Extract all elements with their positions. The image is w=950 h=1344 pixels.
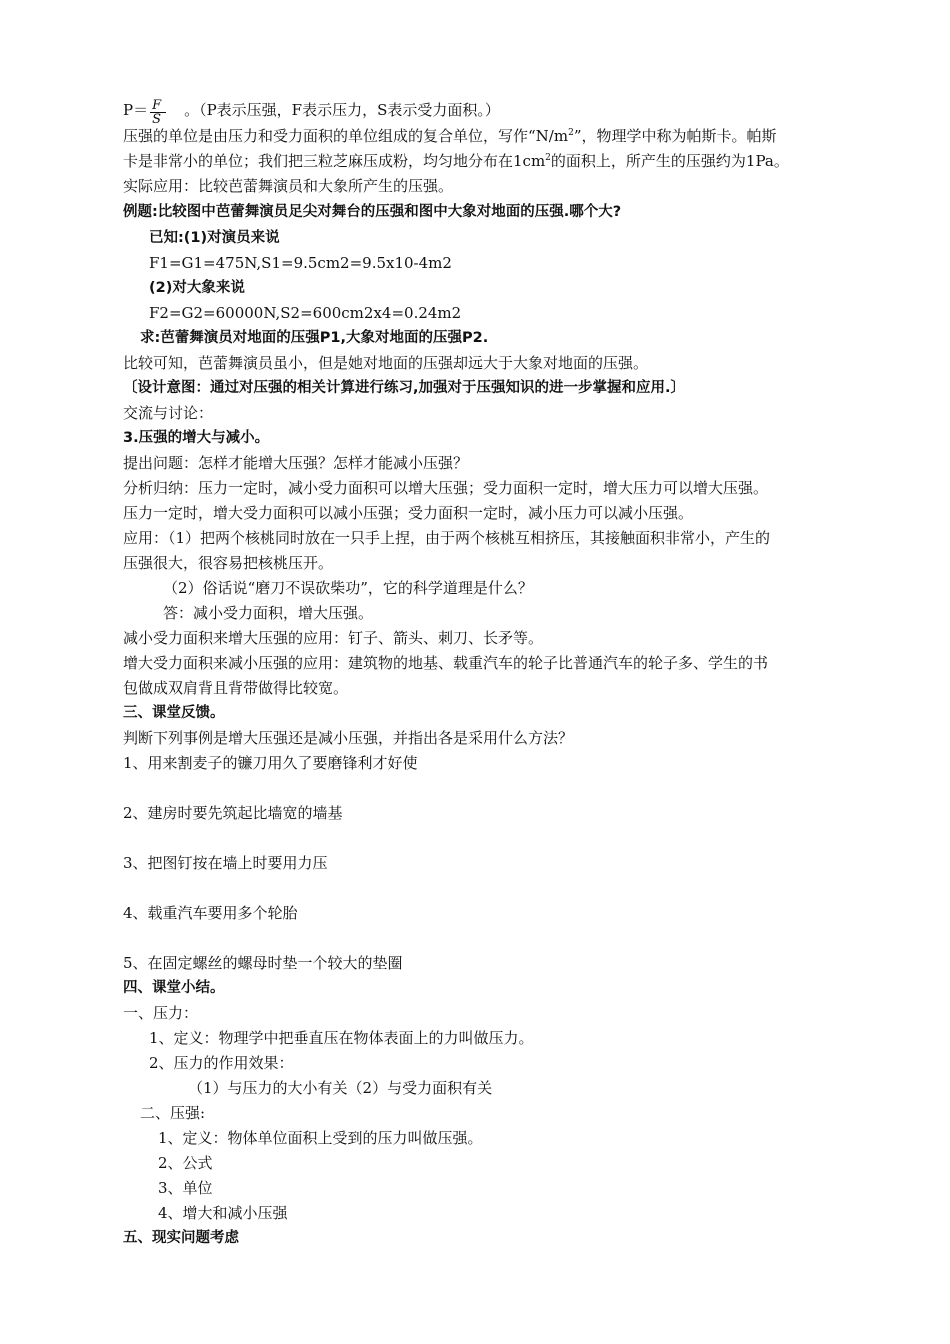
summary-pressure-definition: 1、定义：物体单位面积上受到的压力叫做压强。 [158,1129,483,1147]
summary-pressure: 二、压强: [140,1104,206,1122]
formula-legend: 。（P表示压强，F表示压力，S表示受力面积。） [184,101,500,119]
discussion-label: 交流与讨论： [123,404,214,422]
section-3-heading: 3.压强的增大与减小。 [123,430,270,446]
known-dancer: 已知:(1)对演员来说 [149,230,280,246]
formula-fraction [148,98,170,127]
unit-text-2a: 卡是非常小的单位；我们把三粒芝麻压成粉，均匀地分布在1cm [123,152,546,170]
classroom-feedback-heading: 三、课堂反馈。 [123,705,225,721]
feedback-item-5: 5、在固定螺丝的螺母时垫一个较大的垫圈 [123,954,403,972]
analysis-line-2: 压力一定时，增大受力面积可以减小压强；受力面积一定时，减小压力可以减小压强。 [123,504,694,522]
summary-pressure-force: 一、压力： [123,1004,199,1022]
unit-paragraph-line-1 [123,126,776,146]
formula-denominator: S [152,112,161,127]
section-5-heading: 五、现实问题考虑 [123,1230,239,1246]
feedback-item-2: 2、建房时要先筑起比墙宽的墙基 [123,804,343,822]
comparison-conclusion: 比较可知，芭蕾舞演员虽小，但是她对地面的压强却远大于大象对地面的压强。 [123,354,649,372]
judge-instruction: 判断下列事例是增大压强还是减小压强，并指出各是采用什么方法？ [123,729,574,747]
summary-force-definition: 1、定义：物理学中把垂直压在物体表面上的力叫做压力。 [149,1029,534,1047]
feedback-item-3: 3、把图钉按在墙上时要用力压 [123,854,328,872]
formula-p-eq: P＝ [123,101,149,119]
application-1-line-1: 应用：（1）把两个核桃同时放在一只手上捏，由于两个核桃互相挤压，其接触面积非常小，产生的 [123,529,771,547]
unit-text-1a: 压强的单位是由压力和受力面积的单位组成的复合单位，写作“N/m [123,127,569,145]
find-statement: 求:芭蕾舞演员对地面的压强P1,大象对地面的压强P2. [140,330,489,346]
summary-force-effect: 2、压力的作用效果： [149,1054,294,1072]
unit-sup-2: 2 [545,153,551,163]
summary-heading: 四、课堂小结。 [123,980,225,996]
question-line: 提出问题：怎样才能增大压强？怎样才能减小压强？ [123,454,469,472]
elephant-values: F2=G2=60000N,S2=600cm2x4=0.24m2 [149,304,462,322]
unit-text-1b: ”，物理学中称为帕斯卡。帕斯 [573,127,777,145]
unit-sup-1: 2 [568,128,574,138]
example-heading: 例题:比较图中芭蕾舞演员足尖对舞台的压强和图中大象对地面的压强.哪个大? [123,204,622,220]
feedback-item-1: 1、用来割麦子的镰刀用久了要磨锋利才好使 [123,754,418,772]
reduce-area-application: 减小受力面积来增大压强的应用：钉子、箭头、刺刀、长矛等。 [123,629,544,647]
summary-force-effect-factors: （1）与压力的大小有关（2）与受力面积有关 [188,1079,493,1097]
dancer-values: F1=G1=475N,S1=9.5cm2=9.5x10-4m2 [149,254,452,272]
known-elephant: (2)对大象来说 [149,280,245,296]
design-intent: 〔设计意图：通过对压强的相关计算进行练习,加强对于压强知识的进一步掌握和应用.〕 [123,380,686,396]
summary-pressure-formula: 2、公式 [158,1154,213,1172]
analysis-line-1: 分析归纳：压力一定时，减小受力面积可以增大压强；受力面积一定时，增大压力可以增大压强。 [123,479,769,497]
application-2-answer: 答：减小受力面积，增大压强。 [163,604,374,622]
application-1-line-2: 压强很大，很容易把核桃压开。 [123,554,334,572]
summary-pressure-change: 4、增大和减小压强 [158,1204,288,1222]
application-2: （2）俗话说“磨刀不误砍柴功”，它的科学道理是什么？ [163,579,533,597]
feedback-item-4: 4、载重汽车要用多个轮胎 [123,904,298,922]
summary-pressure-unit: 3、单位 [158,1179,213,1197]
increase-area-line-2: 包做成双肩背且背带做得比较宽。 [123,679,349,697]
unit-paragraph-line-2 [123,151,789,171]
increase-area-line-1: 增大受力面积来减小压强的应用：建筑物的地基、载重汽车的轮子比普通汽车的轮子多、学生的书 [123,654,769,672]
practical-application: 实际应用：比较芭蕾舞演员和大象所产生的压强。 [123,177,454,195]
unit-text-2b: 的面积上，所产生的压强约为1Pa。 [550,152,789,170]
formula-numerator: F [152,98,162,113]
pressure-formula [123,98,500,127]
